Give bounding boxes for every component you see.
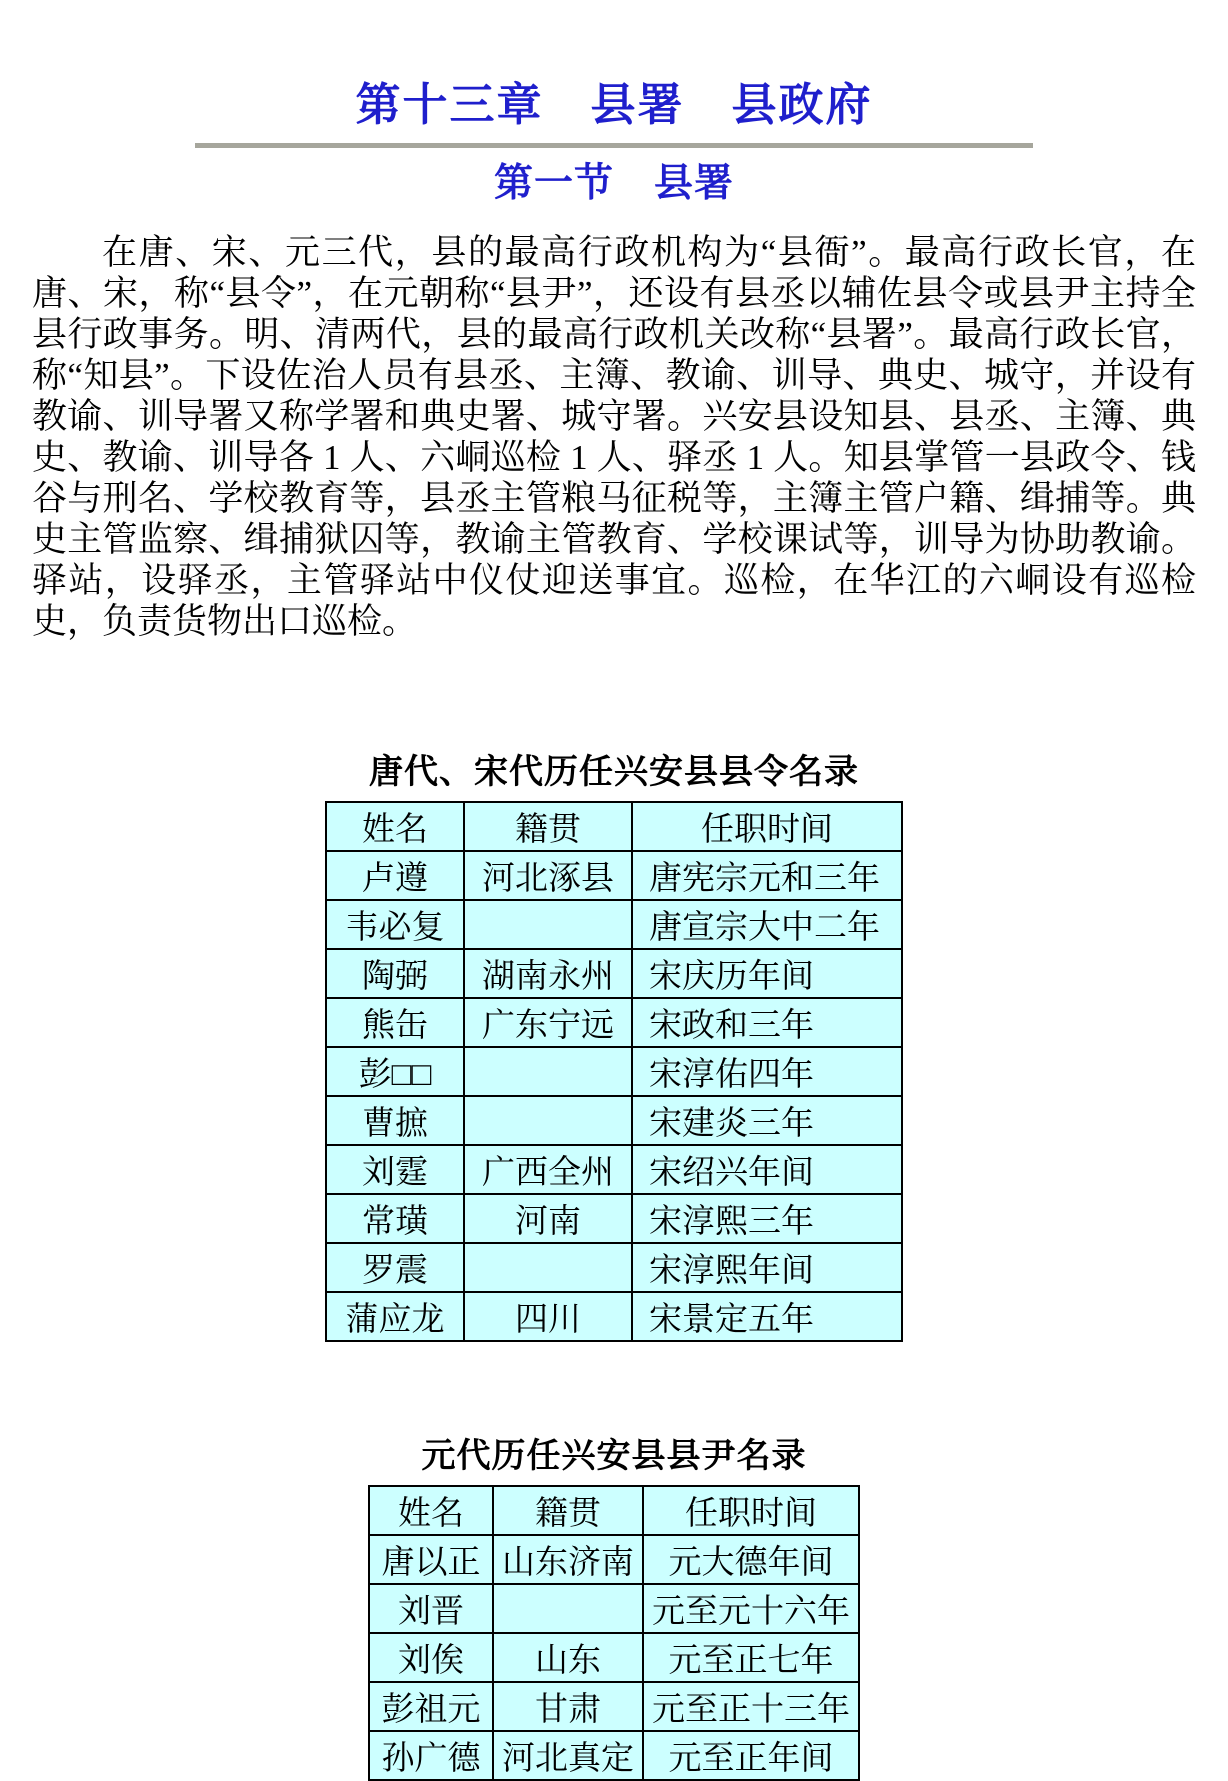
table-row bbox=[326, 1096, 902, 1145]
table-header-cell: 姓名 bbox=[326, 802, 464, 851]
table-cell: 唐宣宗大中二年 bbox=[632, 900, 902, 949]
table-header-cell: 姓名 bbox=[369, 1486, 493, 1535]
table-cell: 甘肃 bbox=[493, 1682, 643, 1731]
table-row bbox=[326, 1047, 902, 1096]
table-cell: 罗震 bbox=[326, 1243, 464, 1292]
table-row bbox=[369, 1682, 859, 1731]
table-cell bbox=[493, 1584, 643, 1633]
table-header-cell: 任职时间 bbox=[632, 802, 902, 851]
table-cell: 元至正七年 bbox=[643, 1633, 859, 1682]
section-title: 第一节 县署 bbox=[493, 162, 734, 205]
table-row bbox=[326, 1194, 902, 1243]
table-cell: 广东宁远 bbox=[464, 998, 632, 1047]
table-row bbox=[326, 1145, 902, 1194]
table2-title: 元代历任兴安县县尹名录 bbox=[421, 1438, 807, 1475]
table-cell: 刘霆 bbox=[326, 1145, 464, 1194]
table-cell: 河北涿县 bbox=[464, 851, 632, 900]
table-cell: 刘晋 bbox=[369, 1584, 493, 1633]
table-cell: 孙广德 bbox=[369, 1731, 493, 1780]
table-cell: 唐宪宗元和三年 bbox=[632, 851, 902, 900]
table-header-row bbox=[369, 1486, 859, 1535]
table-cell: 彭祖元 bbox=[369, 1682, 493, 1731]
table-header-row bbox=[326, 802, 902, 851]
table-header-cell: 籍贯 bbox=[493, 1486, 643, 1535]
table-cell: 山东济南 bbox=[493, 1535, 643, 1584]
table-cell: 刘俟 bbox=[369, 1633, 493, 1682]
table-cell: 宋建炎三年 bbox=[632, 1096, 902, 1145]
table-cell: 元至正十三年 bbox=[643, 1682, 859, 1731]
table-cell: 宋政和三年 bbox=[632, 998, 902, 1047]
table-cell: 唐以正 bbox=[369, 1535, 493, 1584]
table-row bbox=[326, 851, 902, 900]
table-cell bbox=[464, 1243, 632, 1292]
table-row bbox=[369, 1633, 859, 1682]
tang-song-magistrates-table bbox=[325, 801, 903, 1342]
table-cell: 元大德年间 bbox=[643, 1535, 859, 1584]
table-cell: 蒲应龙 bbox=[326, 1292, 464, 1341]
table-row bbox=[326, 998, 902, 1047]
table-cell: 彭□□ bbox=[326, 1047, 464, 1096]
table-header-cell: 任职时间 bbox=[643, 1486, 859, 1535]
table-cell: 湖南永州 bbox=[464, 949, 632, 998]
table-cell bbox=[464, 1096, 632, 1145]
table-row bbox=[369, 1535, 859, 1584]
table-row bbox=[326, 1292, 902, 1341]
tang-song-magistrates-block bbox=[0, 744, 1228, 1342]
table-cell: 四川 bbox=[464, 1292, 632, 1341]
table-cell: 广西全州 bbox=[464, 1145, 632, 1194]
table-row bbox=[369, 1731, 859, 1780]
table-cell: 宋庆历年间 bbox=[632, 949, 902, 998]
table-row bbox=[326, 949, 902, 998]
table-cell: 卢遵 bbox=[326, 851, 464, 900]
table-cell: 河北真定 bbox=[493, 1731, 643, 1780]
table-header-cell: 籍贯 bbox=[464, 802, 632, 851]
table-cell bbox=[464, 900, 632, 949]
table-cell: 山东 bbox=[493, 1633, 643, 1682]
table1-title: 唐代、宋代历任兴安县县令名录 bbox=[369, 754, 859, 791]
table-cell: 熊缶 bbox=[326, 998, 464, 1047]
yuan-magistrates-table bbox=[368, 1485, 860, 1781]
yuan-magistrates-block bbox=[0, 1428, 1228, 1781]
table-cell: 宋景定五年 bbox=[632, 1292, 902, 1341]
table-row bbox=[326, 1243, 902, 1292]
table-cell: 宋淳熙年间 bbox=[632, 1243, 902, 1292]
chapter-title: 第十三章 县署 县政府 bbox=[355, 80, 873, 130]
title-divider bbox=[195, 143, 1033, 148]
table-cell: 宋绍兴年间 bbox=[632, 1145, 902, 1194]
table-cell: 元至正年间 bbox=[643, 1731, 859, 1780]
table-cell: 元至元十六年 bbox=[643, 1584, 859, 1633]
table-cell: 宋淳熙三年 bbox=[632, 1194, 902, 1243]
body-paragraph: 在唐、宋、元三代，县的最高行政机构为“县衙”。最高行政长官，在唐、宋，称“县令”，在元朝称“县尹”，还设有县丞以辅佐县令或县尹主持全县行政事务。明、清两代，县的最高行政机关改称“县署”。最高行政长官，称“知县”。下设佐治人员有县丞、主簿、教谕、训导、典史、城守，并设有教谕、训导署又称学署和典史署、城守署。兴安县设知县、县丞、主簿、典史、教谕、训导各 1 人、六峒巡检 1 人、驿丞 1 人。知县掌管一县政令、钱谷与刑名、学校教育等，县丞主管粮马征税等，主簿主管户籍、缉捕等。典史主管监察、缉捕狱囚等，教谕主管教育、学校课试等，训导为协助教谕。驿站，设驿丞，主管驿站中仪仗迎送事宜。巡检，在华江的六峒设有巡检史，负责货物出口巡检。 bbox=[32, 233, 1196, 641]
table-cell: 韦必复 bbox=[326, 900, 464, 949]
table-cell: 曹摭 bbox=[326, 1096, 464, 1145]
table-cell bbox=[464, 1047, 632, 1096]
table-cell: 陶弼 bbox=[326, 949, 464, 998]
table-cell: 河南 bbox=[464, 1194, 632, 1243]
table-row bbox=[326, 900, 902, 949]
table-cell: 常璜 bbox=[326, 1194, 464, 1243]
table-row bbox=[369, 1584, 859, 1633]
table-cell: 宋淳佑四年 bbox=[632, 1047, 902, 1096]
